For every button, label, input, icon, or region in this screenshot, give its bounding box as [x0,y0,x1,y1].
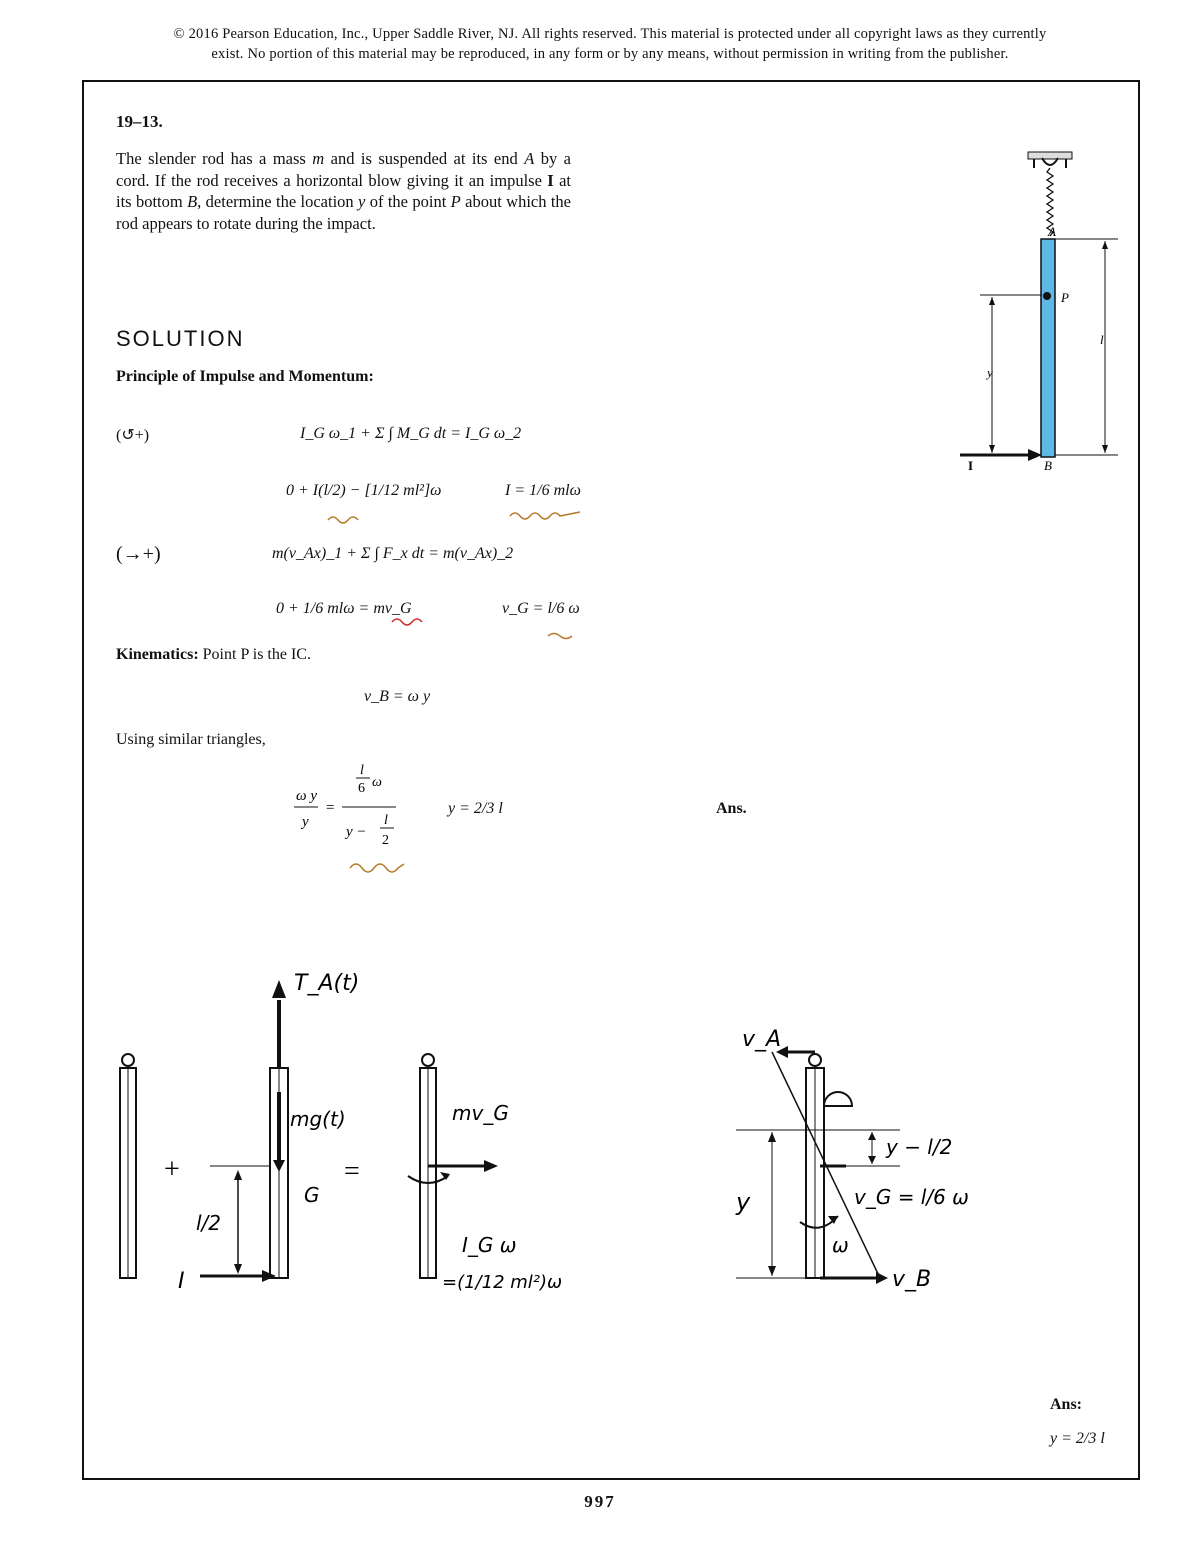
svg-text:l: l [360,763,364,778]
kinematics-line [116,646,311,664]
plus-sign: + [164,1154,180,1185]
impulse-momentum-diagram [100,950,563,1310]
label-l2: l/2 [196,1211,222,1235]
label-p: P [1061,290,1069,305]
equation-5: v_B = ω y [364,688,431,705]
label-mg: mg(t) [290,1107,346,1131]
sign-moment: (↺+) [116,427,150,444]
label-igw: I_G ω [462,1233,517,1257]
label-vg: v_G = l/6 ω [854,1185,969,1209]
equation-2-left: 0 + I(l/2) − [1/12 ml²]ω [286,482,442,499]
annotation-squiggles [300,500,620,640]
rod [1041,239,1055,457]
rod-initial [120,1054,136,1278]
svg-text:y: y [302,814,309,830]
equation-3: m(v_Ax)_1 + Σ ∫ F_x dt = m(v_Ax)_2 [272,545,514,562]
solution-heading: SOLUTION [116,326,245,351]
svg-text:=: = [326,800,335,816]
problem-number: 19–13. [116,112,163,131]
label-impulse: I [968,458,974,473]
label-igw2: =(1/12 ml²)ω [442,1272,563,1293]
label-y-diagram: y [736,1188,751,1216]
label-y-minus: y − l/2 [886,1135,953,1159]
equation-6-right: y = 2/3 l [448,800,503,817]
svg-text:l: l [384,813,388,828]
copyright-notice [80,24,1140,64]
label-omega: ω [832,1233,849,1257]
label-y: y [987,365,993,380]
answer-value: y = 2/3 l [1050,1430,1105,1447]
svg-text:ω: ω [372,775,382,790]
label-g: G [304,1183,320,1207]
sign-linear: (→+) [116,543,161,565]
label-ta: T_A(t) [294,971,360,996]
label-l: l [1100,332,1104,347]
svg-text:ω y: ω y [296,788,317,804]
similar-triangles-text: Using similar triangles, [116,731,266,748]
label-b: B [1044,458,1052,473]
rod-impulses [200,980,288,1282]
svg-text:2: 2 [382,833,389,848]
copyright-line-1: © 2016 Pearson Education, Inc., Upper Saddle River, NJ. All rights reserved. This material is protected under all copyright laws as they currently [173,26,1047,42]
answer-label: Ans: [1050,1396,1083,1413]
problem-figure [950,148,1130,478]
equation-4-left: 0 + 1/6 mlω = mv_G [276,600,412,617]
svg-text:6: 6 [358,781,365,796]
copyright-line-2: exist. No portion of this material may be reproduced, in any form or by any means, without permission in writing from the publisher. [211,46,1009,62]
point-p [1043,292,1051,300]
label-vb: v_B [892,1267,932,1292]
equation-1: I_G ω_1 + Σ ∫ M_G dt = I_G ω_2 [300,425,522,442]
page-number: 997 [584,1492,616,1511]
svg-text:y −: y − [346,824,367,840]
kinematics-text: Point P is the IC. [198,646,311,663]
problem-statement: The slender rod has a mass m and is suspended at its end A by a cord. If the rod receives a horizontal blow giving it an impulse I at its bottom B, determine the location y of the point P about which the rod appears to rotate during the impact. [116,149,572,233]
kinematics-label: Kinematics: [116,646,199,663]
label-mvg: mv_G [452,1101,509,1125]
equals-sign: = [344,1156,360,1187]
principle-heading: Principle of Impulse and Momentum: [116,368,374,385]
similar-triangle-fraction [290,760,430,875]
label-impulse-diagram: I [178,1269,185,1294]
equation-2-right: I = 1/6 mlω [505,482,581,499]
equation-4-right: v_G = l/6 ω [502,600,580,617]
kinematics-diagram [720,1010,980,1310]
label-a: A [1048,224,1056,239]
ans-inline: Ans. [716,800,747,817]
label-va: v_A [742,1027,782,1052]
